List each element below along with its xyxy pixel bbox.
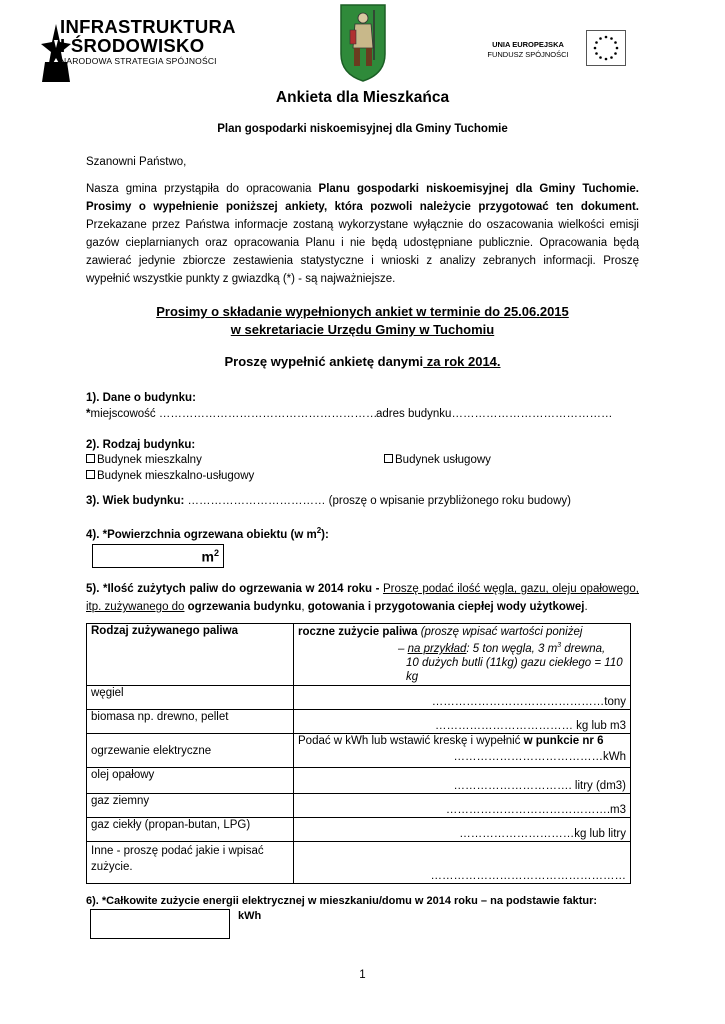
fuel-table [86,623,631,884]
col-annual-usage-header [294,624,631,686]
option-label: Budynek mieszkalno-usługowy [97,470,255,482]
address-field[interactable]: adres budynku…………………………………… [376,408,613,420]
fuel-name: ogrzewanie elektryczne [87,734,294,768]
page-subtitle: Plan gospodarki niskoemisyjnej dla Gminy Tuchomie [217,123,508,135]
eu-line-1: UNIA EUROPEJSKA [492,40,564,49]
usage-example-line-1 [298,639,626,656]
building-type-service[interactable] [384,454,491,466]
required-star: * [86,408,91,420]
deadline-line-2: w sekretariacie Urzędu Gminy w Tuchomiu [230,322,495,337]
electric-note-text: Podać w kWh lub wstawić kreskę i wypełnić [298,735,524,747]
building-type-mixed[interactable] [86,470,254,482]
section-4-close: ): [321,528,329,541]
section-5-title: 5). *Ilość zużytych paliw do ogrzewania w 2014 roku - [86,583,383,595]
table-row [87,710,631,734]
usage-example-line-3: kg [406,670,419,683]
checkbox[interactable] [384,454,393,463]
table-row [87,794,631,818]
area-unit [202,548,219,565]
section-5-underlined: Proszę podać ilość węgla, gazu, oleju opałowego, itp. zużywanego do [86,583,639,613]
section-2-heading: 2). Rodzaj budynku: [86,439,196,451]
table-row [87,842,631,884]
fuel-value-field[interactable]: …………………………kg lub litry [294,818,631,842]
locality-label: miejscowość ………………………………………………… [90,408,378,420]
electricity-unit: kWh [238,910,262,922]
intro-paragraph [86,180,639,288]
building-age-field: ……………………………… (proszę o wpisanie przybliżonego roku budowy) [184,495,571,507]
fuel-name: biomasa np. drewno, pellet [87,710,294,734]
intro-text-bold: Planu gospodarki niskoemisyjnej dla Gminy Tuchomie. Prosimy o wypełnienie poniższej ankiety, która pozwoli należycie przygotować ten dokument. [86,183,639,213]
option-label: Budynek usługowy [395,454,491,466]
eu-logo-text [478,40,578,60]
electric-note [298,735,626,747]
fuel-name: gaz ziemny [87,794,294,818]
building-type-residential[interactable] [86,454,202,466]
fill-year-text: Proszę wypełnić ankietę danymi [224,354,424,369]
locality-field[interactable] [86,408,377,420]
section-5-sep: , [301,601,308,613]
col-fuel-type-header: Rodzaj zużywanego paliwa [87,624,294,686]
usage-header-bold: roczne zużycie paliwa [298,626,418,638]
fuel-name: węgiel [87,686,294,710]
usage-example-2: drewna, [561,642,606,655]
logo-line-1: INFRASTRUKTURA [60,16,236,37]
usage-example-sup: 3 [557,642,562,649]
usage-example-line-2: 10 dużych butli (11kg) gazu ciekłego = 110 [406,656,623,669]
area-unit-m: m [201,548,214,565]
section-3-heading: 3). Wiek budynku: [86,495,185,507]
usage-example-u: na przykład [407,642,467,655]
usage-example-1: : 5 ton węgla, 3 m [466,642,558,655]
fuel-name: olej opałowy [87,768,294,794]
eu-line-2: FUNDUSZ SPÓJNOŚCI [487,50,569,59]
fuel-value-field[interactable]: ………………………………………tony [294,686,631,710]
table-row [87,734,631,768]
checkbox[interactable] [86,470,95,479]
heated-area-input[interactable] [92,544,224,568]
table-row [87,768,631,794]
section-5-bold-1: ogrzewania budynku [184,601,302,613]
intro-text-2: Przekazane przez Państwa informacje zostaną wykorzystane wyłącznie do oszacowania wielkości emisji gazów cieplarnianych oraz opracowania Planu i nie będą udostępniane publicznie. Opracowania będą zawierać jedynie zbiorcze zestawienia statystyczne i wnioski z analizy zebranych informacji. Proszę wypełnić wszystkie punkty z gwiazdką (*) - są najważniejsze. [86,219,639,285]
intro-text-1: Nasza gmina przystąpiła do opracowania [86,183,319,195]
eu-flag-icon [586,30,626,66]
section-5-end: . [584,601,588,613]
section-3-line[interactable] [86,495,571,507]
fuel-name: Inne - proszę podać jakie i wpisać zużycie. [87,842,294,884]
greeting: Szanowni Państwo, [86,156,187,168]
section-1-heading: 1). Dane o budynku: [86,392,196,404]
page-title: Ankieta dla Mieszkańca [275,89,450,106]
electric-note-bold: w punkcie nr 6 [523,735,604,747]
area-unit-sup: 2 [213,548,219,558]
fuel-value-field[interactable]: ……………………………… kg lub m3 [294,710,631,734]
fuel-value-field[interactable]: …………………………………………… [294,842,631,884]
fuel-name: gaz ciekły (propan-butan, LPG) [87,818,294,842]
logo-line-2: I ŚRODOWISKO [60,35,205,56]
section-4-heading [86,526,329,541]
section-6-heading: 6). *Całkowite zużycie energii elektrycznej w mieszkaniu/domu w 2014 roku – na podstawie faktur: [86,895,598,907]
table-header-row [87,624,631,686]
section-4-sup: 2 [316,526,322,535]
coat-of-arms-icon [340,4,386,82]
section-5-heading [86,580,639,616]
logo-line-3: NARODOWA STRATEGIA SPÓJNOŚCI [60,56,217,66]
usage-example-dash: – [398,642,408,655]
option-label: Budynek mieszkalny [97,454,202,466]
electricity-usage-input[interactable] [90,909,230,939]
fill-year-instruction [0,354,725,369]
fuel-value-cell[interactable] [294,734,631,768]
table-row [87,686,631,710]
page-number: 1 [359,969,366,981]
fuel-value-field[interactable]: …………………………………….m3 [294,794,631,818]
section-5-bold-2: gotowania i przygotowania ciepłej wody użytkowej [307,601,585,613]
usage-header-italic: (proszę wpisać wartości poniżej [417,626,583,638]
fill-year-year: za rok 2014. [423,354,501,369]
fuel-value-field[interactable]: …………………………. litry (dm3) [294,768,631,794]
checkbox[interactable] [86,454,95,463]
fuel-value-field[interactable]: …………………………………kWh [453,751,626,763]
table-row [87,818,631,842]
section-4-text: 4). *Powierzchnia ogrzewana obiektu (w m [86,528,317,541]
deadline-line-1: Prosimy o składanie wypełnionych ankiet w terminie do 25.06.2015 [156,304,569,319]
